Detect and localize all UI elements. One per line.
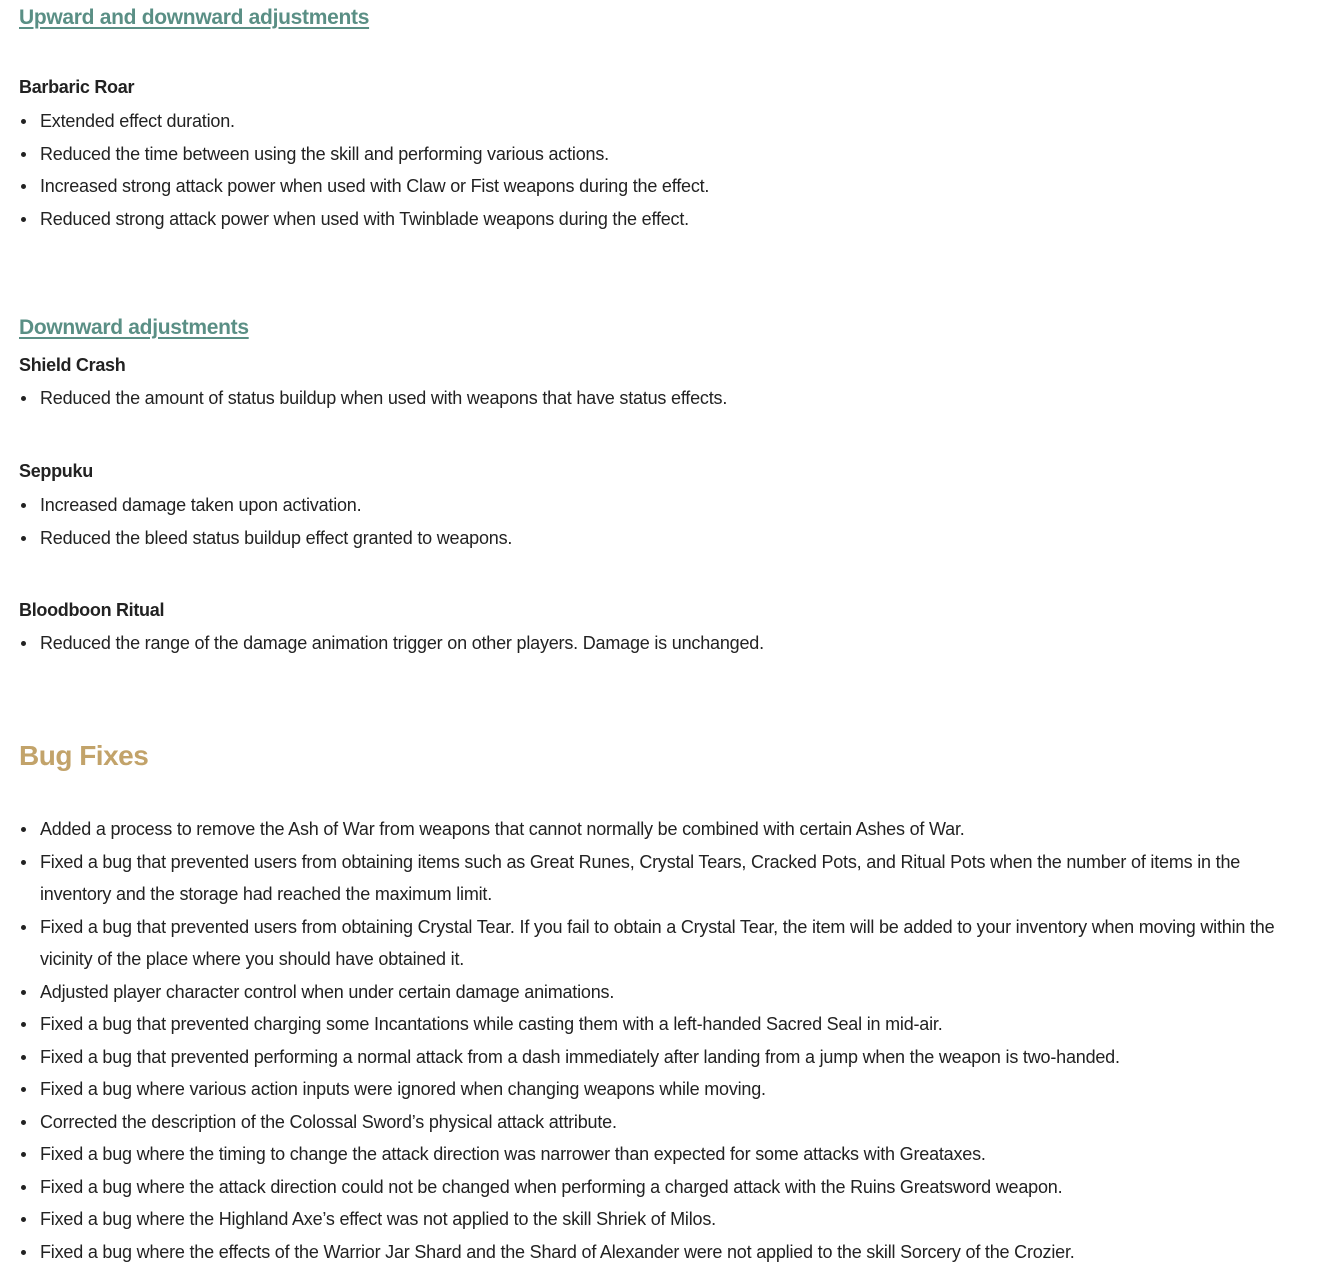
bloodboon-ritual-list	[19, 627, 1309, 660]
bug-fixes-heading: Bug Fixes	[19, 740, 148, 772]
list-item: Fixed a bug that prevented charging some Incantations while casting them with a left-handed Sacred Seal in mid-air.	[19, 1008, 1309, 1041]
list-item: Reduced the time between using the skill and performing various actions.	[19, 138, 1309, 171]
list-item: Reduced the range of the damage animation trigger on other players. Damage is unchanged.	[19, 627, 1309, 660]
list-item: Extended effect duration.	[19, 105, 1309, 138]
list-item: Fixed a bug that prevented users from obtaining Crystal Tear. If you fail to obtain a Crystal Tear, the item will be added to your inventory when moving within the vicinity of the place where you should have obtained it.	[19, 911, 1309, 976]
list-item: Added a process to remove the Ash of War from weapons that cannot normally be combined with certain Ashes of War.	[19, 813, 1309, 846]
list-item: Reduced strong attack power when used with Twinblade weapons during the effect.	[19, 203, 1309, 236]
upward-downward-adjustments-link[interactable]: Upward and downward adjustments	[19, 6, 369, 30]
seppuku-list	[19, 489, 1309, 554]
list-item: Fixed a bug where the Highland Axe’s effect was not applied to the skill Shriek of Milos.	[19, 1203, 1309, 1236]
list-item: Reduced the bleed status buildup effect granted to weapons.	[19, 522, 1309, 555]
list-item: Fixed a bug that prevented users from obtaining items such as Great Runes, Crystal Tears, Cracked Pots, and Ritual Pots when the number of items in the inventory and the storage had reached the maximum limit.	[19, 846, 1309, 911]
downward-adjustments-link[interactable]: Downward adjustments	[19, 316, 249, 340]
skill-title-shield-crash: Shield Crash	[19, 355, 125, 376]
barbaric-roar-list	[19, 105, 1309, 235]
skill-title-barbaric-roar: Barbaric Roar	[19, 77, 134, 98]
list-item: Increased strong attack power when used with Claw or Fist weapons during the effect.	[19, 170, 1309, 203]
list-item: Fixed a bug where the attack direction could not be changed when performing a charged attack with the Ruins Greatsword weapon.	[19, 1171, 1309, 1204]
list-item: Corrected the description of the Colossal Sword’s physical attack attribute.	[19, 1106, 1309, 1139]
list-item: Fixed a bug that prevented performing a normal attack from a dash immediately after landing from a jump when the weapon is two-handed.	[19, 1041, 1309, 1074]
list-item: Increased damage taken upon activation.	[19, 489, 1309, 522]
bug-fixes-list	[19, 813, 1309, 1268]
skill-title-seppuku: Seppuku	[19, 461, 93, 482]
list-item: Fixed a bug where the effects of the Warrior Jar Shard and the Shard of Alexander were not applied to the skill Sorcery of the Crozier.	[19, 1236, 1309, 1268]
list-item: Reduced the amount of status buildup when used with weapons that have status effects.	[19, 382, 1309, 415]
list-item: Fixed a bug where the timing to change the attack direction was narrower than expected for some attacks with Greataxes.	[19, 1138, 1309, 1171]
skill-title-bloodboon-ritual: Bloodboon Ritual	[19, 600, 164, 621]
list-item: Fixed a bug where various action inputs were ignored when changing weapons while moving.	[19, 1073, 1309, 1106]
list-item: Adjusted player character control when under certain damage animations.	[19, 976, 1309, 1009]
shield-crash-list	[19, 382, 1309, 415]
